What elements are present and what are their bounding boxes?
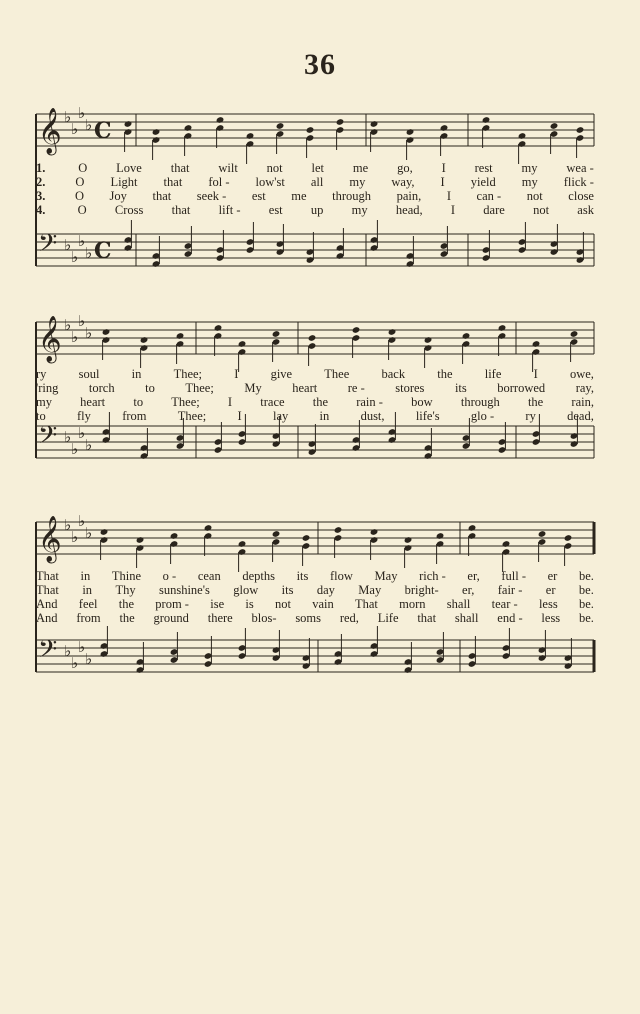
- lyric-syllable: the: [119, 611, 135, 625]
- lyric-syllable: dare: [483, 203, 505, 217]
- flat-icon: ♭: [71, 440, 79, 458]
- lyric-syllable: its: [281, 583, 294, 597]
- notehead: [468, 524, 477, 532]
- lyric-syllable: vain: [312, 597, 334, 611]
- lyric-syllable: re -: [347, 381, 365, 395]
- verse-number: 2.: [36, 175, 46, 189]
- notehead: [388, 328, 397, 336]
- lyric-syllable: prom -: [155, 597, 189, 611]
- notehead: [136, 536, 145, 544]
- flat-icon: ♭: [71, 248, 79, 266]
- notehead: [462, 332, 471, 340]
- flat-icon: ♭: [85, 116, 93, 134]
- lyric-syllable: to: [133, 395, 144, 409]
- lyric-syllable: ray,: [575, 381, 594, 395]
- lyric-syllable: May: [374, 569, 398, 583]
- lyric-syllable: through: [460, 395, 500, 409]
- lyric-syllable: in: [80, 569, 91, 583]
- verse-2-line-3: [36, 584, 594, 597]
- notehead: [518, 132, 527, 140]
- lyric-syllable: me: [291, 189, 307, 203]
- lyric-syllable: not: [533, 203, 550, 217]
- verse-4-line-1: [36, 204, 594, 217]
- lyric-syllable: dead,: [567, 409, 594, 423]
- lyric-syllable: not: [274, 597, 291, 611]
- lyric-syllable: the: [527, 395, 544, 409]
- lyric-syllable: O: [75, 175, 85, 189]
- lyric-syllable: torch: [88, 381, 115, 395]
- lyric-syllable: me: [352, 161, 369, 175]
- flat-icon: ♭: [78, 232, 86, 250]
- lyric-syllable: less: [538, 597, 558, 611]
- lyric-syllable: And: [36, 611, 58, 625]
- lyric-syllable: est: [251, 189, 266, 203]
- verse-1-line-3: [36, 570, 594, 583]
- notehead: [502, 540, 511, 548]
- lyric-syllable: est: [268, 203, 283, 217]
- notehead: [100, 528, 109, 536]
- notehead: [272, 330, 281, 338]
- lyric-syllable: life: [484, 367, 502, 381]
- lyric-syllable: the: [312, 395, 329, 409]
- lyric-syllable: close: [568, 189, 594, 203]
- lyric-syllable: Cross: [114, 203, 144, 217]
- flat-icon: ♭: [78, 638, 86, 656]
- notehead: [436, 532, 445, 540]
- lyric-syllable: wea -: [566, 161, 594, 175]
- notehead: [570, 330, 579, 338]
- notehead: [238, 340, 247, 348]
- lyric-syllable: I: [533, 367, 538, 381]
- flat-icon: ♭: [64, 236, 72, 254]
- lyric-syllable: end -: [497, 611, 523, 625]
- lyric-syllable: sunshine's: [158, 583, 210, 597]
- lyric-syllable: in: [319, 409, 330, 423]
- lyric-syllable: er: [545, 583, 556, 597]
- lyric-syllable: fol -: [208, 175, 230, 189]
- notehead: [532, 340, 541, 348]
- flat-icon: ♭: [71, 120, 79, 138]
- lyric-syllable: blos-: [251, 611, 277, 625]
- flat-icon: ♭: [85, 244, 93, 262]
- lyric-syllable: I: [446, 189, 451, 203]
- flat-icon: ♭: [78, 512, 86, 530]
- page-number: 36: [304, 48, 336, 81]
- verse-number: 1.: [36, 161, 46, 175]
- common-time-icon: C: [94, 118, 112, 144]
- lyric-syllable: stores: [395, 381, 425, 395]
- flat-icon: ♭: [64, 642, 72, 660]
- lyric-syllable: rich -: [419, 569, 446, 583]
- lyric-syllable: Joy: [109, 189, 127, 203]
- lyric-syllable: I: [440, 175, 445, 189]
- lyric-syllable: low'st: [255, 175, 285, 189]
- lyric-syllable: not: [526, 189, 543, 203]
- lyric-syllable: cean: [197, 569, 221, 583]
- flat-icon: ♭: [85, 436, 93, 454]
- lyric-syllable: back: [381, 367, 406, 381]
- lyric-syllable: the: [118, 597, 135, 611]
- notehead: [352, 326, 361, 334]
- notehead: [152, 128, 161, 136]
- lyric-syllable: flick -: [563, 175, 594, 189]
- lyric-syllable: that: [417, 611, 437, 625]
- flat-icon: ♭: [64, 316, 72, 334]
- bass-clef-icon: 𝄢: [38, 635, 58, 670]
- notehead: [564, 534, 573, 542]
- notehead: [498, 324, 507, 332]
- lyric-syllable: I: [234, 367, 239, 381]
- lyric-syllable: That: [36, 569, 59, 583]
- lyric-syllable: Thee;: [171, 395, 200, 409]
- lyric-syllable: Love: [116, 161, 142, 175]
- notehead: [336, 118, 345, 126]
- lyric-syllable: rest: [474, 161, 493, 175]
- lyric-syllable: And: [36, 597, 58, 611]
- lyric-syllable: lift -: [218, 203, 241, 217]
- lyric-syllable: in: [82, 583, 93, 597]
- lyric-syllable: Thee;: [185, 381, 214, 395]
- lyric-syllable: ise: [210, 597, 225, 611]
- lyric-syllable: ry: [525, 409, 536, 423]
- notehead: [140, 336, 149, 344]
- lyric-syllable: dust,: [360, 409, 385, 423]
- notehead: [272, 530, 281, 538]
- lyric-syllable: tear -: [491, 597, 518, 611]
- lyric-syllable: rain,: [571, 395, 594, 409]
- flat-icon: ♭: [71, 654, 79, 672]
- lyric-syllable: red,: [339, 611, 359, 625]
- lyric-syllable: less: [541, 611, 561, 625]
- lyric-syllable: I: [450, 203, 456, 217]
- lyric-syllable: ask: [577, 203, 594, 217]
- lyric-syllable: not: [266, 161, 283, 175]
- lyric-syllable: I: [227, 395, 233, 409]
- lyric-syllable: trace: [260, 395, 285, 409]
- lyric-syllable: O: [74, 189, 84, 203]
- flat-icon: ♭: [85, 650, 93, 668]
- lyric-syllable: bright-: [404, 583, 439, 597]
- lyric-syllable: Light: [110, 175, 138, 189]
- lyric-syllable: er: [547, 569, 558, 583]
- lyric-syllable: feel: [78, 597, 98, 611]
- lyric-syllable: through: [332, 189, 372, 203]
- notehead: [404, 536, 413, 544]
- lyric-syllable: May: [358, 583, 382, 597]
- lyric-syllable: can -: [476, 189, 502, 203]
- flat-icon: ♭: [64, 516, 72, 534]
- lyric-syllable: that: [171, 203, 191, 217]
- notehead: [550, 122, 559, 130]
- notehead: [306, 126, 315, 134]
- bass-clef-icon: 𝄢: [38, 421, 58, 456]
- verse-1-line-1: [36, 162, 594, 175]
- lyric-syllable: O: [78, 161, 88, 175]
- lyric-syllable: soms: [295, 611, 322, 625]
- notehead: [370, 120, 379, 128]
- verse-3-line-1: [36, 190, 594, 203]
- notehead: [216, 116, 225, 124]
- lyric-syllable: Thee;: [177, 409, 207, 423]
- lyric-syllable: glo -: [470, 409, 495, 423]
- lyric-syllable: fly: [77, 409, 91, 423]
- lyric-syllable: shall: [446, 597, 471, 611]
- lyric-syllable: I: [237, 409, 242, 423]
- treble-clef-icon: 𝄞: [38, 516, 62, 562]
- notehead: [176, 332, 185, 340]
- lyric-syllable: its: [454, 381, 467, 395]
- lyric-syllable: up: [310, 203, 324, 217]
- lyric-syllable: life's: [415, 409, 440, 423]
- flat-icon: ♭: [71, 528, 79, 546]
- verse-1-line-2: [36, 368, 594, 381]
- notehead: [424, 336, 433, 344]
- lyric-syllable: my: [521, 175, 538, 189]
- lyric-syllable: flow: [330, 569, 353, 583]
- lyric-syllable: bow: [411, 395, 433, 409]
- notehead: [482, 116, 491, 124]
- lyric-syllable: from: [76, 611, 101, 625]
- notehead: [124, 120, 133, 128]
- common-time-icon: C: [94, 238, 112, 264]
- lyric-syllable: day: [316, 583, 335, 597]
- notehead: [308, 334, 317, 342]
- lyric-syllable: borrowed: [497, 381, 546, 395]
- lyric-syllable: That: [36, 583, 59, 597]
- flat-icon: ♭: [78, 104, 86, 122]
- lyric-syllable: I: [441, 161, 446, 175]
- flat-icon: ♭: [78, 312, 86, 330]
- notehead: [214, 324, 223, 332]
- notehead: [576, 126, 585, 134]
- notehead: [302, 534, 311, 542]
- verse-number: 3.: [36, 189, 46, 203]
- lyric-syllable: Thy: [115, 583, 136, 597]
- lyric-syllable: glow: [233, 583, 259, 597]
- lyric-syllable: that: [170, 161, 190, 175]
- notehead: [246, 132, 255, 140]
- flat-icon: ♭: [85, 524, 93, 542]
- lyric-syllable: o -: [162, 569, 177, 583]
- lyric-syllable: give: [270, 367, 293, 381]
- notehead: [334, 526, 343, 534]
- lyric-syllable: let: [311, 161, 325, 175]
- lyric-syllable: 'ring: [36, 381, 59, 395]
- lyric-syllable: be.: [578, 569, 594, 583]
- bass-clef-icon: 𝄢: [38, 229, 58, 264]
- lyric-syllable: heart: [292, 381, 318, 395]
- lyric-syllable: my: [351, 203, 368, 217]
- lyric-syllable: fair -: [497, 583, 523, 597]
- flat-icon: ♭: [64, 108, 72, 126]
- lyric-syllable: That: [354, 597, 378, 611]
- treble-clef-icon: 𝄞: [38, 316, 62, 362]
- flat-icon: ♭: [85, 324, 93, 342]
- verse-number: 4.: [36, 203, 46, 217]
- lyric-syllable: yield: [470, 175, 496, 189]
- notehead: [170, 532, 179, 540]
- lyric-syllable: ry: [36, 367, 47, 381]
- lyric-syllable: my: [36, 395, 52, 409]
- lyric-syllable: that: [163, 175, 183, 189]
- lyric-syllable: ground: [153, 611, 189, 625]
- flat-icon: ♭: [64, 428, 72, 446]
- lyric-syllable: lay: [272, 409, 289, 423]
- lyric-syllable: all: [310, 175, 324, 189]
- notehead: [204, 524, 213, 532]
- verse-3-line-2: [36, 396, 594, 409]
- lyric-syllable: be.: [578, 583, 594, 597]
- lyric-syllable: in: [131, 367, 142, 381]
- lyric-syllable: wilt: [218, 161, 238, 175]
- lyric-syllable: soul: [78, 367, 100, 381]
- lyric-syllable: way,: [391, 175, 415, 189]
- lyric-syllable: rain -: [356, 395, 383, 409]
- notehead: [370, 528, 379, 536]
- lyric-syllable: owe,: [569, 367, 594, 381]
- verse-2-line-1: [36, 176, 594, 189]
- notehead: [276, 122, 285, 130]
- lyric-syllable: to: [145, 381, 155, 395]
- notehead: [538, 530, 547, 538]
- lyric-syllable: that: [152, 189, 172, 203]
- lyric-syllable: heart: [80, 395, 106, 409]
- verse-4-line-3: [36, 612, 594, 625]
- lyric-syllable: Thee;: [173, 367, 203, 381]
- notehead: [440, 124, 449, 132]
- lyric-syllable: pain,: [396, 189, 422, 203]
- lyric-syllable: full -: [501, 569, 527, 583]
- verse-2-line-2: [36, 382, 594, 395]
- lyric-syllable: be.: [578, 597, 594, 611]
- lyric-syllable: er,: [462, 583, 475, 597]
- lyric-syllable: depths: [242, 569, 275, 583]
- lyric-syllable: morn: [399, 597, 426, 611]
- notehead: [406, 128, 415, 136]
- verse-4-line-2: [36, 410, 594, 423]
- lyric-syllable: er,: [467, 569, 480, 583]
- flat-icon: ♭: [78, 424, 86, 442]
- lyric-syllable: shall: [454, 611, 479, 625]
- lyric-syllable: from: [122, 409, 147, 423]
- notehead: [184, 124, 193, 132]
- lyric-syllable: My: [244, 381, 262, 395]
- lyric-syllable: the: [437, 367, 453, 381]
- verse-3-line-3: [36, 598, 594, 611]
- lyric-syllable: seek -: [196, 189, 227, 203]
- notehead: [102, 328, 111, 336]
- flat-icon: ♭: [71, 328, 79, 346]
- lyric-syllable: be.: [578, 611, 594, 625]
- lyric-syllable: Thee: [324, 367, 350, 381]
- lyric-syllable: its: [296, 569, 309, 583]
- notehead: [238, 540, 247, 548]
- lyric-syllable: Thine: [111, 569, 142, 583]
- lyric-syllable: head,: [395, 203, 423, 217]
- lyric-syllable: my: [521, 161, 538, 175]
- lyric-syllable: is: [245, 597, 254, 611]
- lyric-syllable: to: [36, 409, 46, 423]
- treble-clef-icon: 𝄞: [38, 108, 62, 154]
- lyric-syllable: Life: [377, 611, 399, 625]
- lyric-syllable: O: [77, 203, 87, 217]
- lyric-syllable: my: [349, 175, 366, 189]
- lyric-syllable: there: [207, 611, 233, 625]
- lyric-syllable: go,: [397, 161, 413, 175]
